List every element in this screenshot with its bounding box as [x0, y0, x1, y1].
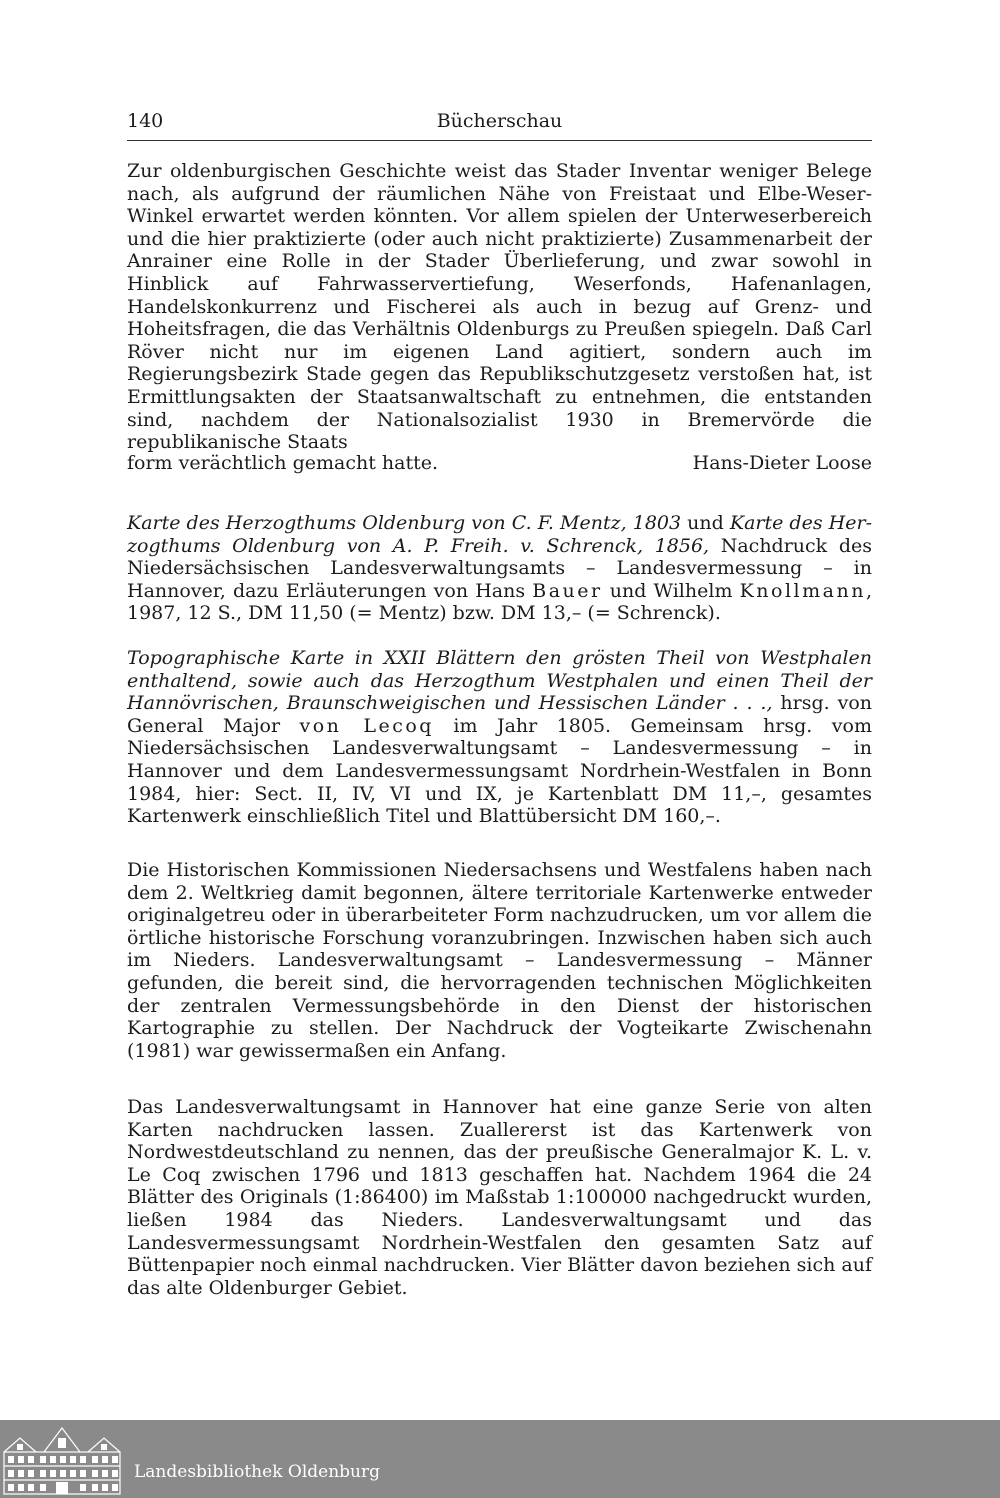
page-number: 140 — [127, 110, 164, 132]
bibliographic-entry-mentz-schrenck — [127, 512, 872, 625]
review-text: Zur oldenburgischen Geschichte weist das Stader Inventar weniger Belege nach, als aufgrund der räumlichen Nähe von Freistaat und Elbe-Weser-Winkel erwartet werden könnten. Vor allem spielen der Unterweserbereich und die hier praktizierte (oder auch nicht praktizierte) Zusammenarbeit der Anrainer eine Rolle in der Stader Überlieferung, und zwar sowohl in Hinblick auf Fahrwasservertiefung, Weserfonds, Hafenanlagen, Handelskonkurrenz und Fischerei als auch in bezug auf Grenz- und Hoheitsfragen, die das Verhältnis Oldenburgs zu Preußen spiegeln. Daß Carl Röver nicht nur im eigenen Land agitiert, sondern auch im Regierungsbezirk Stade gegen das Republikschutzgesetz verstoßen hat, ist Ermittlungsakten der Staatsanwaltschaft zu entnehmen, die entstanden sind, nachdem der Nationalsozialist 1930 in Bremervörde die republikanische Staats — [127, 160, 872, 454]
entry-title: Topographische Karte in XXII Blättern den grösten Theil von Westphalen enthaltend, sowie auch das Herzogthum Westphalen und einen Theil der Hannövrischen, Braunschweigischen und Hessischen Länder . . ., — [127, 647, 872, 715]
running-title: Bücherschau — [436, 110, 563, 132]
entry-details: Nachdruck des Niedersächsischen Landesverwaltungsamts – Landesvermessung – in Hannover, dazu Erläuterungen von Hans — [127, 534, 872, 602]
entry-details: im Jahr 1805. Gemeinsam hrsg. vom Niedersächsischen Landesverwaltungsamt – Landesvermessung – in Hannover und dem Landesvermessungsamt Nordrhein-Westfalen in Bonn 1984, hier: Sect. II, IV, VI und IX, je Kartenblatt DM 11,–, gesamtes Kartenwerk einschließlich Titel und Blattübersicht DM 160,–. — [127, 714, 872, 828]
footer-bar — [0, 1420, 1000, 1498]
entry-details: , 1987, 12 S., DM 11,50 (= Mentz) bzw. DM 13,– (= Schrenck). — [127, 579, 872, 625]
running-head — [127, 108, 872, 141]
paragraph-text: Das Landesverwaltungsamt in Hannover hat eine ganze Serie von alten Karten nachdrucken lassen. Zuallererst ist das Kartenwerk von Nordwestdeutschland zu nennen, das der preußische Generalmajor K. L. v. Le Coq zwischen 1796 und 1813 geschaffen hat. Nachdem 1964 die 24 Blätter des Originals (1:86400) im Maßstab 1:100000 nachgedruckt wurden, ließen 1984 das Nieders. Landesverwaltungsamt und das Landesvermessungsamt Nordrhein-Westfalen den gesamten Satz auf Büttenpapier noch einmal nachdrucken. Vier Blätter davon beziehen sich auf das alte Oldenburger Gebiet. — [127, 1096, 872, 1299]
body-paragraph — [127, 1096, 872, 1299]
review-paragraph — [127, 160, 872, 454]
entry-text — [127, 647, 872, 828]
entry-title: Karte des Herzogthums Oldenburg von C. F. Mentz, 1803 — [127, 512, 682, 534]
library-name: Landesbibliothek Oldenburg — [134, 1462, 381, 1482]
paragraph-text: Die Historischen Kommissionen Niedersachsens und Westfalens haben nach dem 2. Weltkrieg damit begonnen, ältere territoriale Kartenwerke entweder originalgetreu oder in überarbeiteter Form nachzudrucken, um vor allem die örtliche historische Forschung voranzubringen. Inzwischen haben sich auch im Nieders. Landesverwaltungsamt – Landesvermessung – Männer gefunden, die bereit sind, die hervorragenden technischen Möglichkeiten der zentralen Vermessungsbehörde in den Dienst der historischen Kartographie zu stellen. Der Nachdruck der Vogteikarte Zwischenahn (1981) war gewissermaßen ein Anfang. — [127, 859, 872, 1062]
entry-conjunction: und — [681, 512, 730, 534]
library-building-icon — [0, 1422, 124, 1496]
entry-details: hrsg. von General Major — [127, 692, 872, 737]
body-paragraph — [127, 859, 872, 1062]
editor-name: Knollmann — [739, 579, 866, 602]
editor-name: Bauer — [532, 579, 603, 602]
review-signature-line — [127, 452, 872, 475]
entry-title: Karte des Herzogthums Oldenburg von A. P. Freih. v. Schrenck, 1856, — [127, 512, 872, 557]
author-name: von Lecoq — [299, 714, 434, 737]
review-last-line: form verächtlich gemacht hatte. — [127, 452, 439, 474]
entry-text — [127, 512, 872, 625]
bibliographic-entry-lecoq — [127, 647, 872, 828]
reviewer-name: Hans-Dieter Loose — [692, 452, 872, 474]
entry-details: und Wilhelm — [602, 579, 740, 602]
